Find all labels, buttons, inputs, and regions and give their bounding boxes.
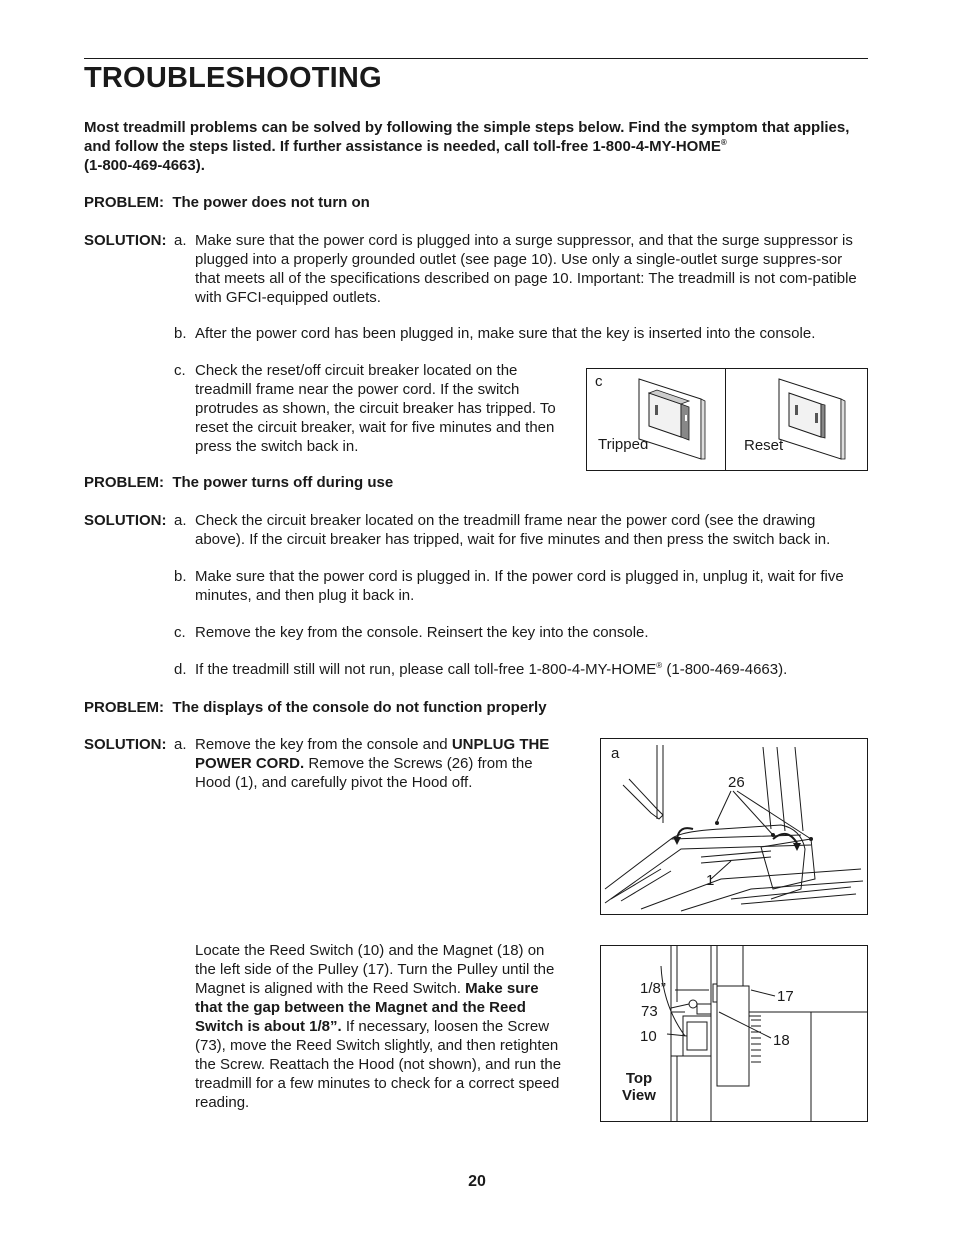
- magnet-callout: 18: [773, 1032, 790, 1049]
- problem-title: The power turns off during use: [172, 474, 394, 491]
- view-label-line: Top: [625, 1070, 653, 1087]
- intro-paragraph: [84, 118, 874, 175]
- step-text: [195, 660, 867, 679]
- step-text: Check the circuit breaker located on the treadmill frame near the power cord (see the drawing above). If the circuit breaker has tripped, wait for five minutes and then press the switch back in.: [195, 512, 831, 548]
- step-text-bold: Make sure that the gap between the Magnet and the Reed Switch is about 1/8”.: [195, 980, 539, 1035]
- problem-3-heading: [84, 698, 547, 717]
- view-label-line: View: [622, 1087, 656, 1104]
- reset-label: Reset: [744, 437, 784, 454]
- step-text: Make sure that the power cord is plugged into a surge suppressor, and that the surge suppressor is plugged into a properly grounded outlet (see page 10). Use only a single-outlet surge suppres-sor that meets all of the specifications described on page 10. Important: The treadmill is not com-patible with GFCI-equipped outlets.: [195, 232, 857, 306]
- figure-letter: a: [611, 745, 620, 762]
- step-letter: b.: [174, 325, 187, 342]
- gap-callout: 1/8”: [640, 980, 666, 997]
- pulley-callout: 17: [777, 988, 794, 1005]
- problem-title: The displays of the console do not function properly: [172, 699, 547, 716]
- step-text-part: (1-800-469-4663).: [662, 661, 788, 678]
- page-number: 20: [468, 1173, 486, 1190]
- reset-breaker-drawing: [775, 377, 855, 461]
- step-letter: a.: [174, 512, 187, 529]
- step-letter: c.: [174, 362, 186, 379]
- step-text: Make sure that the power cord is plugged in. If the power cord is plugged in, unplug it, wait for five minutes, and then plug it back in.: [195, 568, 844, 604]
- problem-1-heading: [84, 193, 370, 212]
- reed-switch-callout: 10: [640, 1028, 657, 1045]
- problem-title: The power does not turn on: [172, 194, 370, 211]
- reed-switch-figure: [600, 945, 868, 1122]
- step-text: Check the reset/off circuit breaker located on the treadmill frame near the power cord. If the switch protrudes as shown, the circuit breaker has tripped. To reset the circuit breaker, wait for five minutes and then press the switch back in.: [195, 362, 556, 455]
- registered-mark: ®: [656, 661, 663, 670]
- intro-phone: (1-800-469-4663).: [84, 157, 205, 174]
- reed-switch-top-view-drawing: [601, 946, 867, 1121]
- step-text-bold: UNPLUG THE POWER CORD.: [195, 736, 550, 772]
- problem-label: PROBLEM:: [84, 194, 164, 211]
- page-title: TROUBLESHOOTING: [84, 62, 382, 94]
- hood-removal-figure: [600, 738, 868, 915]
- tripped-label: Tripped: [598, 436, 649, 453]
- registered-mark: ®: [720, 138, 727, 147]
- tripped-breaker-drawing: [635, 377, 715, 461]
- step-letter: d.: [174, 661, 187, 678]
- solution-1-label: SOLUTION:: [84, 232, 167, 249]
- intro-text: Most treadmill problems can be solved by following the simple steps below. Find the symptom that applies, and follow the steps listed. If further assistance is needed, call toll-free 1-800-4-MY-HOME: [84, 119, 850, 155]
- screws-callout: 26: [728, 774, 745, 791]
- problem-label: PROBLEM:: [84, 699, 164, 716]
- step-letter: a.: [174, 736, 187, 753]
- step-text-part: Locate the Reed Switch (10) and the Magnet (18) on the left side of the Pulley (17). Turn the Pulley until the Magnet is aligned with the Reed Switch.: [195, 942, 555, 997]
- problem-2-heading: [84, 473, 393, 492]
- solution-2-label: SOLUTION:: [84, 512, 167, 529]
- hood-callout: 1: [706, 872, 715, 889]
- screw-callout: 73: [641, 1003, 658, 1020]
- step-letter: c.: [174, 624, 186, 641]
- step-letter: a.: [174, 232, 187, 249]
- step-text: [195, 735, 567, 792]
- circuit-breaker-figure: [586, 368, 868, 471]
- top-rule: [84, 58, 868, 59]
- solution-3-label: SOLUTION:: [84, 736, 167, 753]
- treadmill-hood-drawing: [601, 739, 867, 914]
- figure-divider: [725, 369, 726, 470]
- reed-switch-paragraph: [195, 941, 567, 1112]
- step-text-part: If necessary, loosen the Screw (73), move the Reed Switch slightly, and then retighten the Screw. Reattach the Hood (not shown), and run the treadmill for a few minutes to check for a correct speed reading.: [195, 1018, 562, 1111]
- step-text-part: Remove the Screws (26) from the Hood (1), and carefully pivot the Hood off.: [195, 755, 533, 791]
- step-letter: b.: [174, 568, 187, 585]
- step-text-part: Remove the key from the console and: [195, 736, 452, 753]
- problem-label: PROBLEM:: [84, 474, 164, 491]
- step-text-part: If the treadmill still will not run, please call toll-free 1-800-4-MY-HOME: [195, 661, 657, 678]
- figure-letter: c: [595, 373, 603, 390]
- step-text: After the power cord has been plugged in, make sure that the key is inserted into the console.: [195, 325, 816, 342]
- step-text: Remove the key from the console. Reinsert the key into the console.: [195, 624, 649, 641]
